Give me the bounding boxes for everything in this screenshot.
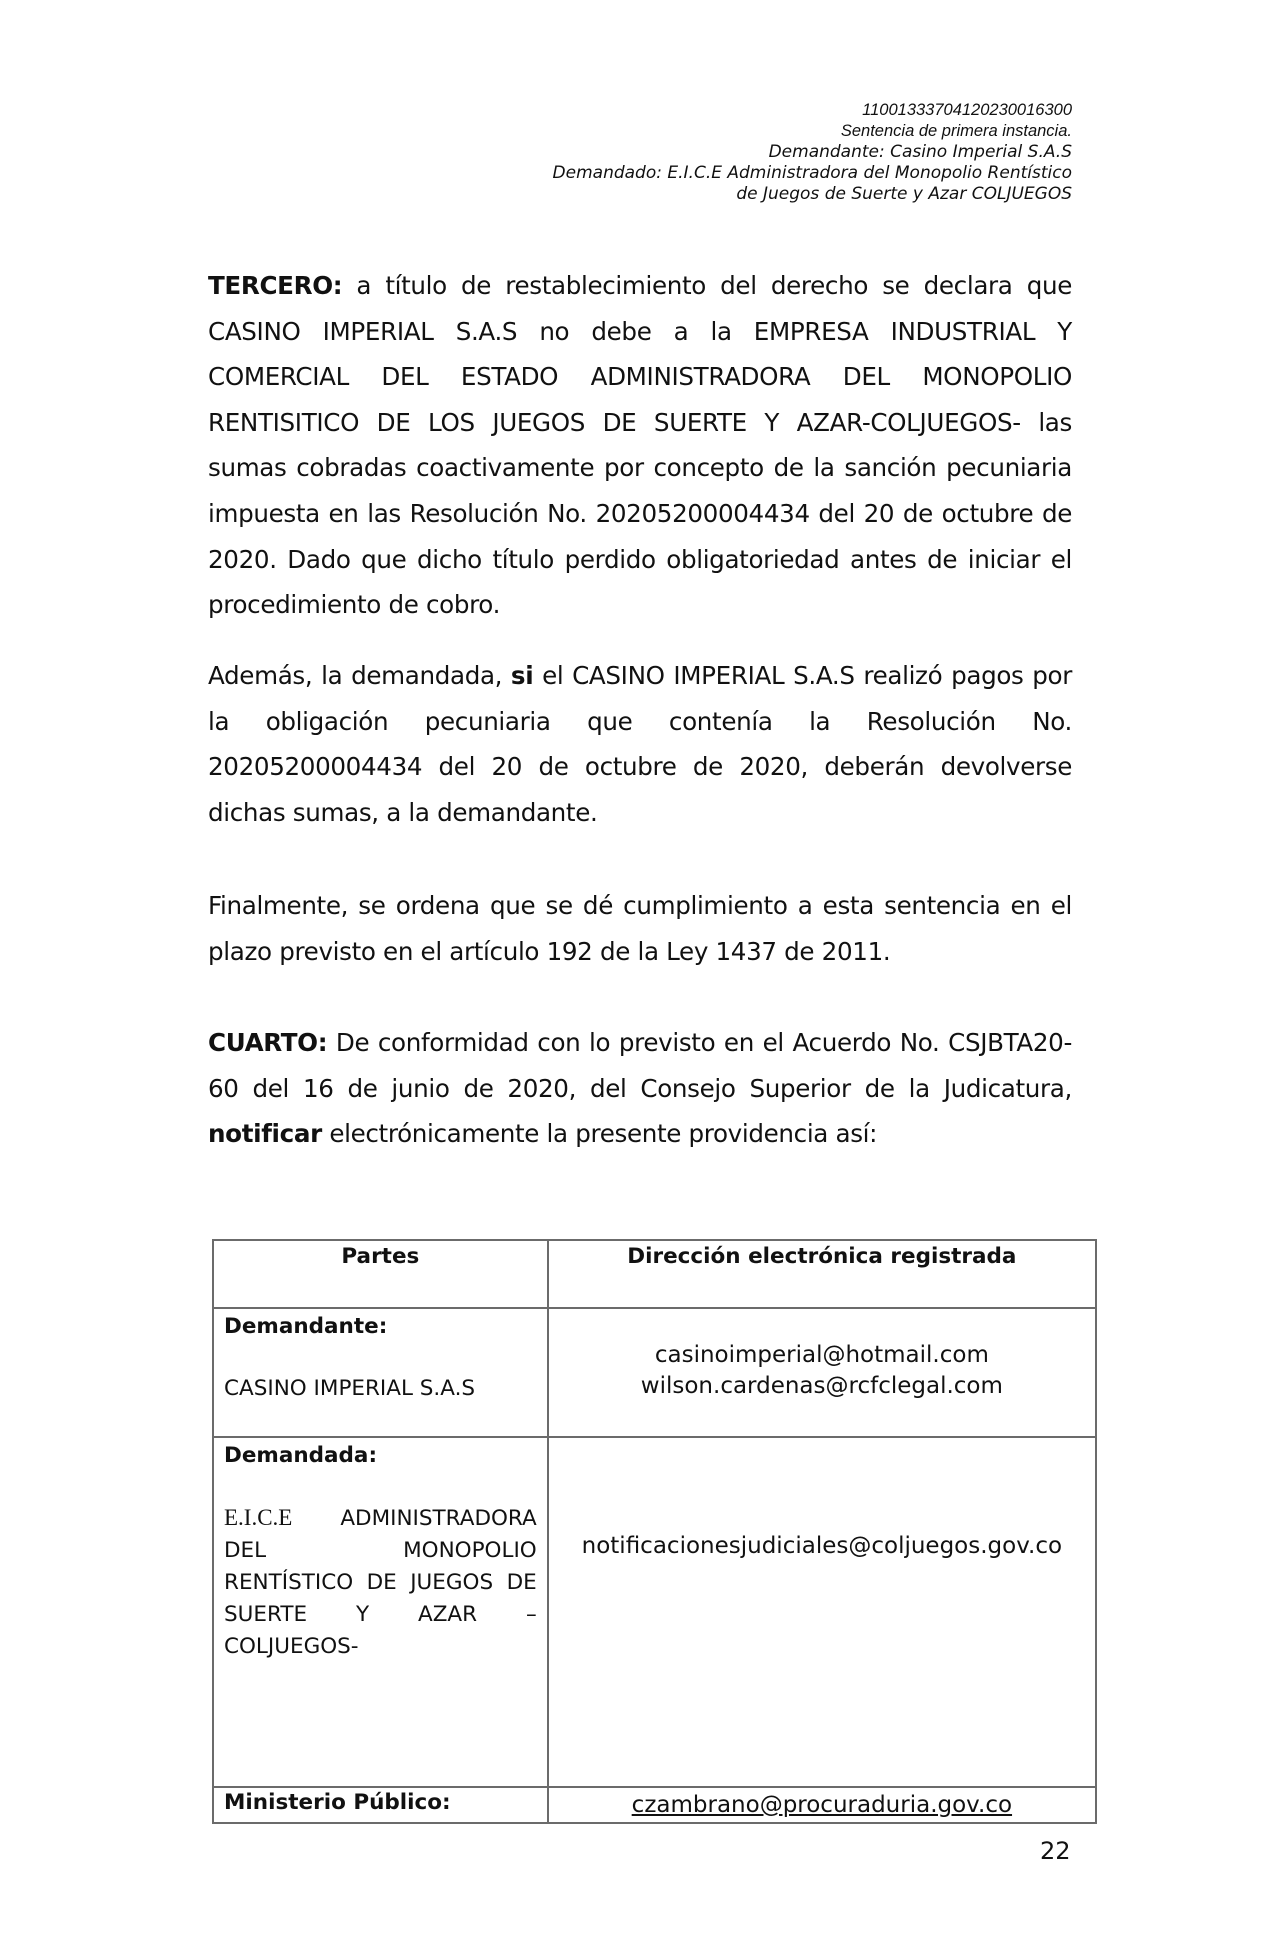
cuarto-label: CUARTO: [208, 1028, 328, 1057]
ademas-bold: si [510, 661, 534, 690]
paragraph-finalmente [208, 883, 1072, 974]
party-name [224, 1502, 537, 1663]
cuarto-bold: notificar [208, 1119, 322, 1149]
defendant-header-line1: Demandado: E.I.C.E Administradora del Monopolio Rentístico [552, 163, 1072, 183]
email-cell [548, 1437, 1096, 1787]
table-row [213, 1437, 1096, 1787]
paragraph-tercero [208, 263, 1072, 628]
party-label: Demandante: [224, 1314, 388, 1339]
notification-table [212, 1239, 1097, 1824]
tercero-text: a título de restablecimiento del derecho se declara que CASINO IMPERIAL S.A.S no debe a la EMPRESA INDUSTRIAL Y COMERCIAL DEL ESTADO ADMINISTRADORA DEL MONOPOLIO RENTISITICO DE LOS JUEGOS DE SUERTE Y AZAR-COLJUEGOS- las sumas cobradas coactivamente por concepto de la sanción pecuniaria impuesta en las Resolución No. 20205200004434 del 20 de octubre de 2020. Dado que dicho título perdido obligatoriedad antes de iniciar el procedimiento de cobro. [208, 271, 1072, 620]
header-partes: Partes [213, 1240, 548, 1308]
table-row [213, 1787, 1096, 1823]
ademas-prefix: Además, la demandada, [208, 661, 511, 690]
email-address: notificacionesjudiciales@coljuegos.gov.co [581, 1533, 1063, 1559]
paragraph-ademas [208, 653, 1072, 835]
paragraph-cuarto [208, 1020, 1072, 1157]
party-cell [213, 1437, 548, 1787]
ademas-suffix: el CASINO IMPERIAL S.A.S realizó pagos por la obligación pecuniaria que contenía la Resolución No. 20205200004434 del 20 de octubre de 2020, deberán devolverse dichas sumas, a la demandante. [208, 661, 1072, 827]
tercero-label: TERCERO: [208, 271, 343, 300]
header-direccion: Dirección electrónica registrada [548, 1240, 1096, 1308]
finalmente-text: Finalmente, se ordena que se dé cumplimiento a esta sentencia en el plazo previsto en el artículo 192 de la Ley 1437 de 2011. [208, 891, 1072, 966]
email-address: casinoimperial@hotmail.com [654, 1342, 989, 1368]
party-name-lead: E.I.C.E [224, 1505, 293, 1530]
email-link[interactable]: czambrano@procuraduria.gov.co [631, 1792, 1013, 1818]
table-row [213, 1308, 1096, 1437]
party-label: Demandada: [224, 1443, 378, 1468]
party-name: CASINO IMPERIAL S.A.S [224, 1376, 476, 1401]
party-cell [213, 1308, 548, 1437]
document-type: Sentencia de primera instancia. [840, 122, 1072, 140]
defendant-header-line2: de Juegos de Suerte y Azar COLJUEGOS [736, 184, 1072, 204]
email-address: wilson.cardenas@rcfclegal.com [640, 1373, 1003, 1399]
plaintiff-header: Demandante: Casino Imperial S.A.S [768, 142, 1072, 162]
party-cell [213, 1787, 548, 1823]
email-cell [548, 1787, 1096, 1823]
page-number: 22 [1040, 1837, 1071, 1865]
party-name-rest: ADMINISTRADORA DEL MONOPOLIO RENTÍSTICO DE JUEGOS DE SUERTE Y AZAR – COLJUEGOS- [224, 1506, 537, 1659]
case-number: 11001333704120230016300 [862, 101, 1072, 119]
cuarto-text-before: De conformidad con lo previsto en el Acuerdo No. CSJBTA20-60 del 16 de junio de 2020, del Consejo Superior de la Judicatura, [208, 1028, 1072, 1103]
table-header-row [213, 1240, 1096, 1308]
cuarto-text-after: electrónicamente la presente providencia así: [321, 1119, 878, 1149]
email-cell [548, 1308, 1096, 1437]
party-label: Ministerio Público: [224, 1790, 451, 1815]
running-header [553, 100, 1072, 205]
